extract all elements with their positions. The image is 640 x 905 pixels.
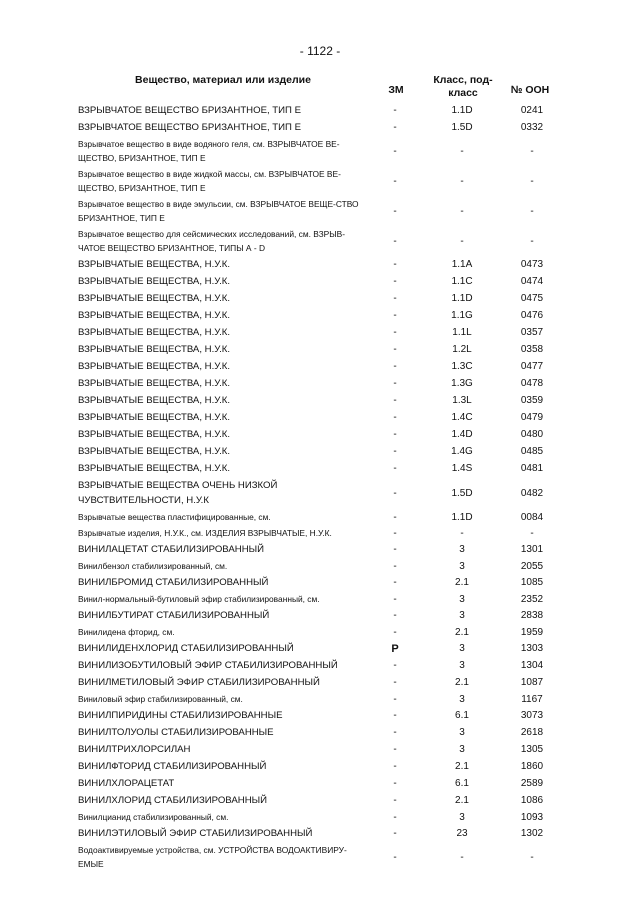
- substance-name: ВИНИЛХЛОРИД СТАБИЛИЗИРОВАННЫЙ: [78, 795, 268, 806]
- table-row: [78, 607, 558, 624]
- un-number-value: 1305: [520, 744, 544, 755]
- column-header-zm: ЗМ: [388, 84, 404, 96]
- un-number-value: 1167: [521, 693, 543, 705]
- substance-name: ВИНИЛБУТИРАТ СТАБИЛИЗИРОВАННЫЙ: [78, 610, 270, 621]
- table-row: [78, 591, 558, 607]
- class-value: 1.1D: [451, 293, 473, 304]
- substance-name: ВЗРЫВЧАТЫЕ ВЕЩЕСТВА, Н.У.К.: [78, 327, 230, 338]
- zm-value: -: [393, 710, 397, 721]
- class-value: 3: [459, 560, 465, 572]
- substance-name: Взрывчатые изделия, Н.У.К., см. ИЗДЕЛИЯ ВЗРЫВЧАТЫЕ, Н.У.К.: [78, 528, 332, 538]
- table-row: [78, 324, 558, 341]
- un-number-value: -: [530, 145, 534, 157]
- zm-value: -: [393, 293, 397, 304]
- table-row: [78, 758, 558, 775]
- un-number-value: 0482: [520, 487, 544, 499]
- un-number-value: 3073: [520, 710, 544, 721]
- class-value: 1.5D: [451, 487, 473, 499]
- substance-name: ВИНИЛИДЕНХЛОРИД СТАБИЛИЗИРОВАННЫЙ: [78, 643, 294, 654]
- table-row: [78, 707, 558, 724]
- substance-name: ВЗРЫВЧАТЫЕ ВЕЩЕСТВА, Н.У.К.: [78, 412, 230, 423]
- zm-value: -: [393, 310, 397, 321]
- table-row: [78, 392, 558, 409]
- table-row: [78, 290, 558, 307]
- un-number-value: 0485: [520, 446, 544, 457]
- class-value: 1.1D: [451, 105, 473, 116]
- substance-name: ВИНИЛХЛОРАЦЕТАТ: [78, 778, 175, 789]
- table-row: [78, 509, 558, 525]
- table-row: [78, 358, 558, 375]
- table-row: [78, 674, 558, 691]
- column-header-name: Вещество, материал или изделие: [135, 74, 311, 86]
- class-value: 3: [459, 811, 465, 823]
- substance-name: ВИНИЛЭТИЛОВЫЙ ЭФИР СТАБИЛИЗИРОВАННЫЙ: [78, 828, 313, 839]
- class-value: 1.1D: [451, 511, 473, 523]
- class-value: 3: [459, 744, 465, 755]
- substance-name: Винилбензол стабилизированный, см.: [78, 561, 228, 571]
- substance-name: ВЗРЫВЧАТОЕ ВЕЩЕСТВО БРИЗАНТНОЕ, ТИП Е: [78, 105, 302, 116]
- un-number-value: 2618: [520, 727, 544, 738]
- zm-value: -: [393, 693, 397, 705]
- zm-value: -: [393, 610, 397, 621]
- zm-value: -: [393, 205, 397, 217]
- class-value: 1.3G: [451, 378, 473, 389]
- zm-value: -: [393, 626, 397, 638]
- substance-name: ВЗРЫВЧАТЫЕ ВЕЩЕСТВА, Н.У.К.: [78, 293, 230, 304]
- table-row: [78, 741, 558, 758]
- un-number-value: 1303: [520, 643, 544, 654]
- substance-name: ВИНИЛФТОРИД СТАБИЛИЗИРОВАННЫЙ: [78, 761, 267, 772]
- page-number: - 1122 -: [299, 44, 341, 58]
- un-number-value: 1087: [520, 677, 544, 688]
- zm-value: -: [393, 463, 397, 474]
- class-value: 1.1L: [452, 327, 472, 338]
- class-value: -: [460, 145, 464, 157]
- class-value: 3: [459, 593, 465, 605]
- substance-name: Винил-нормальный-бутиловый эфир стабилизированный, см.: [78, 594, 320, 604]
- class-value: 1.2L: [452, 344, 472, 355]
- un-number-value: 1093: [520, 811, 544, 823]
- substance-name: ВИНИЛБРОМИД СТАБИЛИЗИРОВАННЫЙ: [78, 577, 269, 588]
- class-value: 1.1C: [451, 276, 473, 287]
- class-value: -: [460, 851, 464, 863]
- substance-name: Взрывчатое вещество для сейсмических исследований, см. ВЗРЫВ-ЧАТОЕ ВЕЩЕСТВО БРИЗАНТНОЕ, ТИПЫ А - D: [78, 229, 346, 253]
- table-row: [78, 226, 558, 256]
- un-number-value: -: [530, 235, 534, 247]
- un-number-value: 1086: [520, 795, 544, 806]
- un-number-value: 0332: [520, 122, 544, 133]
- substance-name: ВИНИЛАЦЕТАТ СТАБИЛИЗИРОВАННЫЙ: [78, 544, 265, 555]
- class-value: 3: [459, 610, 465, 621]
- class-value: 2.1: [455, 677, 469, 688]
- table-row: [78, 273, 558, 290]
- zm-value: -: [393, 577, 397, 588]
- un-number-value: 0357: [520, 327, 544, 338]
- table-row: [78, 307, 558, 324]
- table-row: [78, 624, 558, 640]
- zm-value: -: [393, 511, 397, 523]
- un-number-value: 1959: [520, 626, 544, 638]
- class-value: 3: [459, 544, 465, 555]
- class-value: 6.1: [455, 710, 469, 721]
- class-value: 3: [459, 727, 465, 738]
- table-row: [78, 657, 558, 674]
- zm-value: -: [393, 395, 397, 406]
- class-value: 2.1: [455, 626, 469, 638]
- substance-name: Винилцианид стабилизированный, см.: [78, 812, 229, 822]
- substance-name: ВЗРЫВЧАТЫЕ ВЕЩЕСТВА, Н.У.К.: [78, 378, 230, 389]
- substance-name: ВЗРЫВЧАТЫЕ ВЕЩЕСТВА, Н.У.К.: [78, 429, 230, 440]
- un-number-value: 1301: [520, 544, 544, 555]
- un-number-value: 0475: [520, 293, 544, 304]
- table-row: [78, 792, 558, 809]
- zm-value: -: [393, 378, 397, 389]
- un-number-value: 0480: [520, 429, 544, 440]
- substance-name: ВИНИЛПИРИДИНЫ СТАБИЛИЗИРОВАННЫЕ: [78, 710, 283, 721]
- substance-name: ВЗРЫВЧАТЫЕ ВЕЩЕСТВА, Н.У.К.: [78, 344, 230, 355]
- zm-value: -: [393, 677, 397, 688]
- un-number-value: 2352: [520, 593, 544, 605]
- class-value: 1.4D: [451, 429, 473, 440]
- substance-name: Винилидена фторид, см.: [78, 627, 175, 637]
- table-row: [78, 775, 558, 792]
- un-number-value: 0358: [520, 344, 544, 355]
- substance-name: ВЗРЫВЧАТЫЕ ВЕЩЕСТВА, Н.У.К.: [78, 395, 230, 406]
- substance-name: ВЗРЫВЧАТЫЕ ВЕЩЕСТВА, Н.У.К.: [78, 259, 230, 270]
- zm-value: -: [393, 175, 397, 187]
- un-number-value: 0477: [520, 361, 544, 372]
- substance-name: ВИНИЛМЕТИЛОВЫЙ ЭФИР СТАБИЛИЗИРОВАННЫЙ: [78, 677, 320, 688]
- zm-value: -: [393, 412, 397, 423]
- class-value: 6.1: [455, 778, 469, 789]
- column-header-class-line1: Класс, под-: [433, 74, 493, 86]
- table-row: [78, 119, 558, 136]
- zm-value: -: [393, 327, 397, 338]
- table-row: [78, 166, 558, 196]
- class-value: 1.1G: [451, 310, 473, 321]
- table-row: [78, 842, 558, 872]
- un-number-value: -: [530, 205, 534, 217]
- zm-value: -: [393, 660, 397, 671]
- substance-name: Виниловый эфир стабилизированный, см.: [78, 694, 243, 704]
- zm-value: -: [393, 487, 397, 499]
- substance-name: Взрывчатое вещество в виде жидкой массы, см. ВЗРЫВЧАТОЕ ВЕ-ЩЕСТВО, БРИЗАНТНОЕ, ТИП Е: [78, 169, 341, 193]
- un-number-value: 1085: [520, 577, 544, 588]
- zm-value: -: [393, 560, 397, 572]
- table-row: [78, 426, 558, 443]
- un-number-value: -: [530, 527, 534, 539]
- zm-value: -: [393, 544, 397, 555]
- table-row: [78, 477, 558, 509]
- un-number-value: 1304: [520, 660, 544, 671]
- table-row: [78, 724, 558, 741]
- un-number-value: 0084: [520, 511, 544, 523]
- table-row: [78, 341, 558, 358]
- zm-value: -: [393, 828, 397, 839]
- class-value: -: [460, 527, 464, 539]
- class-value: 1.5D: [451, 122, 473, 133]
- class-value: 23: [456, 828, 468, 839]
- un-number-value: 0478: [520, 378, 544, 389]
- zm-value: -: [393, 122, 397, 133]
- zm-value: -: [393, 811, 397, 823]
- zm-value: -: [393, 344, 397, 355]
- substance-name: ВЗРЫВЧАТЫЕ ВЕЩЕСТВА, Н.У.К.: [78, 446, 230, 457]
- zm-value: -: [393, 429, 397, 440]
- substance-name: Взрывчатое вещество в виде водяного геля, см. ВЗРЫВЧАТОЕ ВЕ-ЩЕСТВО, БРИЗАНТНОЕ, ТИП Е: [78, 139, 340, 163]
- zm-value: -: [393, 105, 397, 116]
- un-number-value: 0241: [520, 105, 544, 116]
- zm-value: -: [393, 235, 397, 247]
- un-number-value: 0476: [520, 310, 544, 321]
- zm-value: -: [393, 259, 397, 270]
- class-value: 2.1: [455, 761, 469, 772]
- un-number-value: 2838: [520, 610, 544, 621]
- class-value: 1.4G: [451, 446, 473, 457]
- un-number-value: 0474: [520, 276, 544, 287]
- zm-value: -: [393, 527, 397, 539]
- zm-value: -: [393, 851, 397, 863]
- un-number-value: 0359: [520, 395, 544, 406]
- table-row: [78, 558, 558, 574]
- un-number-value: -: [530, 175, 534, 187]
- substance-name: ВЗРЫВЧАТЫЕ ВЕЩЕСТВА ОЧЕНЬ НИЗКОЙ ЧУВСТВИТЕЛЬНОСТИ, Н.У.К: [78, 480, 278, 506]
- substance-name: ВЗРЫВЧАТЫЕ ВЕЩЕСТВА, Н.У.К.: [78, 276, 230, 287]
- class-value: 3: [459, 693, 465, 705]
- zm-value: -: [393, 761, 397, 772]
- un-number-value: 0473: [520, 259, 544, 270]
- table-row: [78, 640, 558, 657]
- class-value: 2.1: [455, 577, 469, 588]
- column-header-class-line2: класс: [448, 87, 478, 99]
- substance-table: [78, 102, 558, 872]
- table-row: [78, 825, 558, 842]
- un-number-value: 0481: [520, 463, 544, 474]
- un-number-value: 0479: [520, 412, 544, 423]
- zm-value: P: [391, 642, 399, 655]
- un-number-value: 1302: [520, 828, 544, 839]
- class-value: 2.1: [455, 795, 469, 806]
- table-row: [78, 196, 558, 226]
- class-value: 1.4C: [451, 412, 473, 423]
- substance-name: ВИНИЛИЗОБУТИЛОВЫЙ ЭФИР СТАБИЛИЗИРОВАННЫЙ: [78, 660, 338, 671]
- table-row: [78, 541, 558, 558]
- substance-name: ВЗРЫВЧАТЫЕ ВЕЩЕСТВА, Н.У.К.: [78, 463, 230, 474]
- class-value: -: [460, 205, 464, 217]
- zm-value: -: [393, 778, 397, 789]
- class-value: 1.4S: [451, 463, 473, 474]
- class-value: -: [460, 235, 464, 247]
- substance-name: ВИНИЛТРИХЛОРСИЛАН: [78, 744, 191, 755]
- zm-value: -: [393, 727, 397, 738]
- table-row: [78, 574, 558, 591]
- substance-name: Взрывчатое вещество в виде эмульсии, см. ВЗРЫВЧАТОЕ ВЕЩЕ-СТВО БРИЗАНТНОЕ, ТИП Е: [78, 199, 359, 223]
- column-header-un-number: № ООН: [510, 84, 550, 96]
- class-value: 1.3L: [452, 395, 472, 406]
- zm-value: -: [393, 744, 397, 755]
- table-row: [78, 375, 558, 392]
- class-value: 3: [459, 660, 465, 671]
- zm-value: -: [393, 276, 397, 287]
- class-value: 1.1A: [451, 259, 473, 270]
- column-header-class: [428, 74, 498, 100]
- table-row: [78, 443, 558, 460]
- substance-name: ВИНИЛТОЛУОЛЫ СТАБИЛИЗИРОВАННЫЕ: [78, 727, 274, 738]
- table-row: [78, 460, 558, 477]
- table-row: [78, 525, 558, 541]
- class-value: 1.3C: [451, 361, 473, 372]
- class-value: -: [460, 175, 464, 187]
- table-row: [78, 136, 558, 166]
- un-number-value: 2589: [520, 778, 544, 789]
- zm-value: -: [393, 145, 397, 157]
- un-number-value: 2055: [520, 560, 544, 572]
- zm-value: -: [393, 795, 397, 806]
- table-row: [78, 691, 558, 707]
- substance-name: ВЗРЫВЧАТЫЕ ВЕЩЕСТВА, Н.У.К.: [78, 310, 230, 321]
- substance-name: Взрывчатые вещества пластифицированные, см.: [78, 512, 271, 522]
- zm-value: -: [393, 446, 397, 457]
- table-row: [78, 409, 558, 426]
- table-row: [78, 809, 558, 825]
- substance-name: Водоактивируемые устройства, см. УСТРОЙСТВА ВОДОАКТИВИРУ-ЕМЫЕ: [78, 845, 347, 869]
- substance-name: ВЗРЫВЧАТЫЕ ВЕЩЕСТВА, Н.У.К.: [78, 361, 230, 372]
- substance-name: ВЗРЫВЧАТОЕ ВЕЩЕСТВО БРИЗАНТНОЕ, ТИП Е: [78, 122, 302, 133]
- un-number-value: -: [530, 851, 534, 863]
- zm-value: -: [393, 361, 397, 372]
- table-row: [78, 102, 558, 119]
- zm-value: -: [393, 593, 397, 605]
- table-row: [78, 256, 558, 273]
- un-number-value: 1860: [520, 761, 544, 772]
- class-value: 3: [459, 643, 465, 654]
